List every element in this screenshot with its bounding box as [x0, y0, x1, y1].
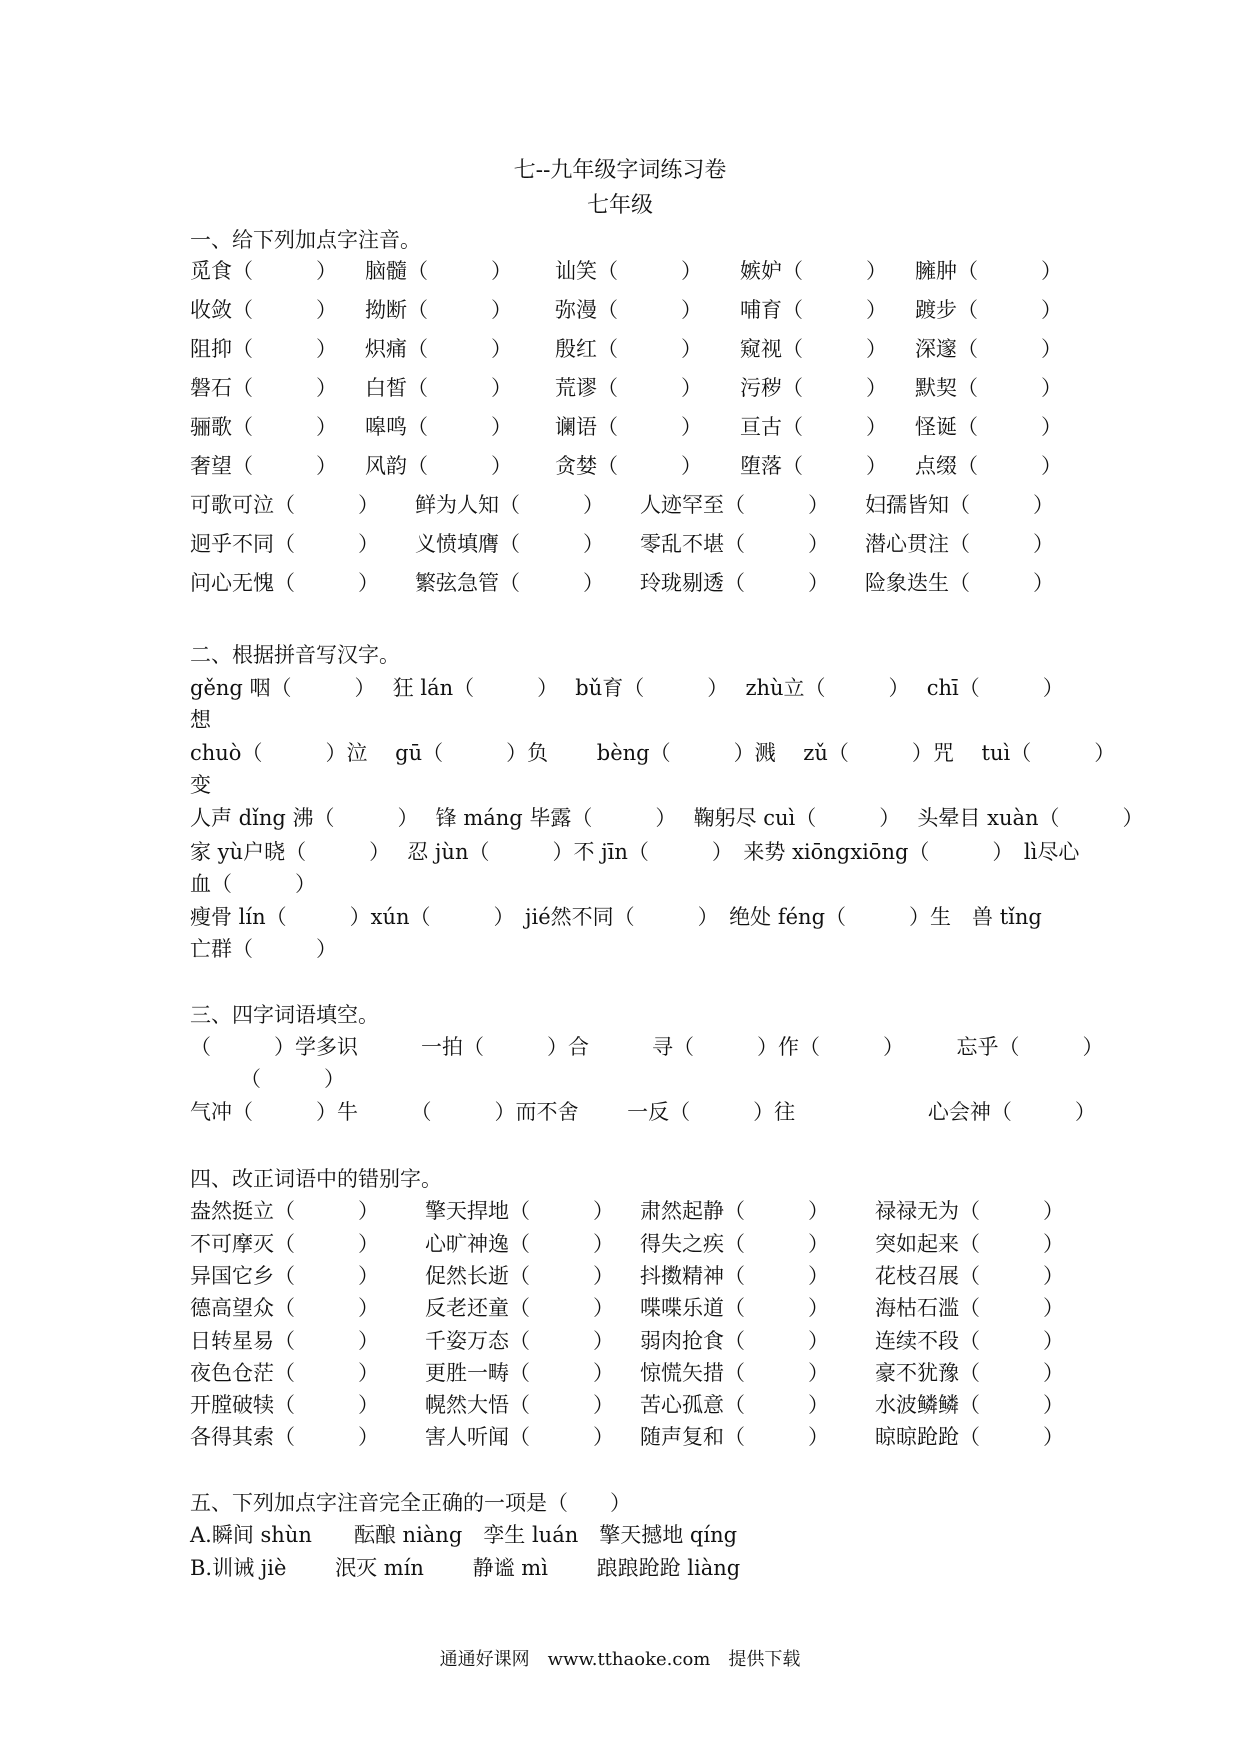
s1-item: 污秽（ ） — [740, 376, 887, 400]
s2-line: chuò（ ）泣 gū（ ）负 bèng（ ）溅 zǔ（ ）咒 tuì（ ） — [190, 741, 1116, 765]
s3-line: （ ）学多识 一拍（ ）合 寻（ ）作（ ） 忘乎（ ） — [190, 1035, 1104, 1059]
s1-idiom: 险象迭生（ ） — [865, 571, 1054, 595]
s4-row-7 — [190, 1389, 1064, 1419]
s1-item: 深邃（ ） — [915, 337, 1062, 361]
s1-idiom: 义愤填膺（ ） — [415, 532, 604, 556]
s4-item: 肃然起静（ ） — [640, 1199, 829, 1223]
s1-item: 亘古（ ） — [740, 415, 887, 439]
s4-item: 花枝召展（ ） — [875, 1264, 1064, 1288]
s3-line: （ ） — [240, 1067, 345, 1091]
s1-idiom: 妇孺皆知（ ） — [865, 493, 1054, 517]
s1-row-1 — [190, 255, 1060, 285]
s4-item: 更胜一畴（ ） — [425, 1361, 614, 1385]
s4-item: 惊慌矢措（ ） — [640, 1361, 829, 1385]
s1-item: 嗥鸣（ ） — [365, 415, 512, 439]
s2-line: 家 yù户晓（ ） 忍 jùn（ ）不 jīn（ ） 来势 xiōngxiōng（ ） lì尽心 — [190, 840, 1080, 864]
s1-idiom: 迥乎不同（ ） — [190, 532, 379, 556]
s4-item: 促然长逝（ ） — [425, 1264, 614, 1288]
s1-idiom: 人迹罕至（ ） — [640, 493, 829, 517]
s1-item: 怪诞（ ） — [915, 415, 1062, 439]
s2-line: 亡群（ ） — [190, 937, 337, 961]
s1-idiom: 问心无愧（ ） — [190, 571, 379, 595]
s4-row-8 — [190, 1421, 1064, 1451]
s4-item: 连续不段（ ） — [875, 1329, 1064, 1353]
s4-item: 开膛破犊（ ） — [190, 1393, 379, 1417]
s4-item: 幌然大悟（ ） — [425, 1393, 614, 1417]
s5-option-b: B.训诫 jiè 泯灭 mín 静谧 mì 踉踉跄跄 liàng — [190, 1556, 741, 1580]
s4-item: 盎然挺立（ ） — [190, 1199, 379, 1223]
page-subtitle: 七年级 — [586, 193, 653, 218]
s4-item: 心旷神逸（ ） — [425, 1232, 614, 1256]
s1-idiom: 玲珑剔透（ ） — [640, 571, 829, 595]
s1-idiom-row-1 — [190, 489, 1060, 519]
s1-row-3 — [190, 333, 1060, 363]
s4-item: 夜色仓茫（ ） — [190, 1361, 379, 1385]
s1-idiom-row-2 — [190, 528, 1060, 558]
section-4-heading: 四、改正词语中的错别字。 — [190, 1167, 442, 1191]
s4-row-4 — [190, 1292, 1064, 1322]
s1-item: 臃肿（ ） — [915, 259, 1062, 283]
s4-item: 异国它乡（ ） — [190, 1264, 379, 1288]
s4-item: 禄禄无为（ ） — [875, 1199, 1064, 1223]
s4-item: 随声复和（ ） — [640, 1425, 829, 1449]
s4-row-2 — [190, 1228, 1064, 1258]
s1-item: 奢望（ ） — [190, 454, 337, 478]
s1-item: 拗断（ ） — [365, 298, 512, 322]
s1-item: 阻抑（ ） — [190, 337, 337, 361]
s1-row-6 — [190, 450, 1060, 480]
s1-item: 哺育（ ） — [740, 298, 887, 322]
s1-row-2 — [190, 294, 1060, 324]
s1-item: 堕落（ ） — [740, 454, 887, 478]
s1-item: 磐石（ ） — [190, 376, 337, 400]
s1-item: 嫉妒（ ） — [740, 259, 887, 283]
s4-item: 擎天捍地（ ） — [425, 1199, 614, 1223]
s4-item: 苦心孤意（ ） — [640, 1393, 829, 1417]
section-3-heading: 三、四字词语填空。 — [190, 1003, 379, 1027]
s4-item: 德高望众（ ） — [190, 1296, 379, 1320]
s4-row-5 — [190, 1325, 1064, 1355]
s1-item: 殷红（ ） — [555, 337, 702, 361]
s4-item: 不可摩灭（ ） — [190, 1232, 379, 1256]
s4-item: 晾晾跄跄（ ） — [875, 1425, 1064, 1449]
s4-item: 日转星易（ ） — [190, 1329, 379, 1353]
s1-idiom: 潜心贯注（ ） — [865, 532, 1054, 556]
s1-item: 弥漫（ ） — [555, 298, 702, 322]
s4-item: 各得其索（ ） — [190, 1425, 379, 1449]
s1-item: 谰语（ ） — [555, 415, 702, 439]
section-1-heading: 一、给下列加点字注音。 — [190, 228, 421, 252]
section-5-heading: 五、下列加点字注音完全正确的一项是（ ） — [190, 1491, 631, 1515]
s2-line: gěng 咽（ ） 狂 lán（ ） bǔ育（ ） zhù立（ ） chī（ ） — [190, 676, 1064, 700]
s1-item: 荒谬（ ） — [555, 376, 702, 400]
s1-row-5 — [190, 411, 1060, 441]
s2-line: 想 — [190, 708, 211, 732]
s1-item: 点缀（ ） — [915, 454, 1062, 478]
s1-idiom: 零乱不堪（ ） — [640, 532, 829, 556]
s4-item: 反老还童（ ） — [425, 1296, 614, 1320]
page-footer: 通通好课网 www.tthaoke.com 提供下载 — [439, 1649, 801, 1670]
s1-item: 踱步（ ） — [915, 298, 1062, 322]
s1-item: 收敛（ ） — [190, 298, 337, 322]
s4-row-3 — [190, 1260, 1064, 1290]
s4-item: 突如起来（ ） — [875, 1232, 1064, 1256]
s1-idiom-row-3 — [190, 567, 1060, 597]
s4-item: 弱肉抢食（ ） — [640, 1329, 829, 1353]
s4-item: 千姿万态（ ） — [425, 1329, 614, 1353]
s4-item: 抖擞精神（ ） — [640, 1264, 829, 1288]
s1-idiom: 可歌可泣（ ） — [190, 493, 379, 517]
s2-line: 瘦骨 lín（ ）xún（ ） jié然不同（ ） 绝处 féng（ ）生 兽 tǐng — [190, 905, 1042, 929]
s3-line: 气冲（ ）牛 （ ）而不舍 一反（ ）往 心会神（ ） — [190, 1100, 1096, 1124]
s1-item: 骊歌（ ） — [190, 415, 337, 439]
s1-item: 炽痛（ ） — [365, 337, 512, 361]
s4-item: 喋喋乐道（ ） — [640, 1296, 829, 1320]
s1-row-4 — [190, 372, 1060, 402]
s1-item: 默契（ ） — [915, 376, 1062, 400]
s1-idiom: 鲜为人知（ ） — [415, 493, 604, 517]
section-2-heading: 二、根据拼音写汉字。 — [190, 643, 400, 667]
s4-row-6 — [190, 1357, 1064, 1387]
s1-item: 觅食（ ） — [190, 259, 337, 283]
s1-item: 脑髓（ ） — [365, 259, 512, 283]
s1-item: 贪婪（ ） — [555, 454, 702, 478]
s1-idiom: 繁弦急管（ ） — [415, 571, 604, 595]
s4-item: 害人听闻（ ） — [425, 1425, 614, 1449]
s5-option-a: A.瞬间 shùn 酝酿 niàng 孪生 luán 擎天撼地 qíng — [190, 1523, 738, 1547]
s1-item: 讪笑（ ） — [555, 259, 702, 283]
s1-item: 白皙（ ） — [365, 376, 512, 400]
s4-item: 豪不犹豫（ ） — [875, 1361, 1064, 1385]
s4-item: 得失之疾（ ） — [640, 1232, 829, 1256]
s4-item: 水波鳞鳞（ ） — [875, 1393, 1064, 1417]
s2-line: 人声 dǐng 沸（ ） 锋 máng 毕露（ ） 鞠躬尽 cuì（ ） 头晕目 xuàn（ ） — [190, 806, 1144, 830]
s2-line: 变 — [190, 773, 211, 797]
s2-line: 血（ ） — [190, 872, 316, 896]
page-title: 七--九年级字词练习卷 — [513, 158, 727, 183]
s4-item: 海枯石滥（ ） — [875, 1296, 1064, 1320]
s4-row-1 — [190, 1195, 1064, 1225]
s1-item: 风韵（ ） — [365, 454, 512, 478]
s1-item: 窥视（ ） — [740, 337, 887, 361]
